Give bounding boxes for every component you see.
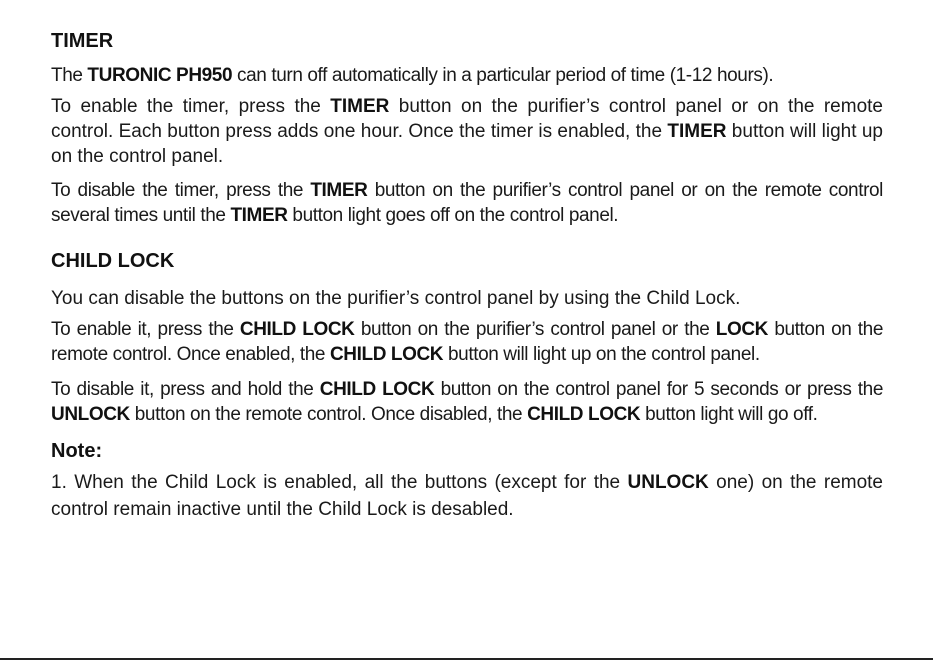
text-run: To disable it, press and hold the bbox=[51, 379, 320, 400]
text-run: button on the purifier’s control panel or the bbox=[354, 319, 716, 340]
bottom-rule bbox=[0, 658, 933, 660]
timer-keyword: TIMER bbox=[330, 96, 390, 117]
text-run: button on the purifier’s control panel or on the remote control. Each button press adds one hour. Once the timer is enabled, the bbox=[51, 96, 883, 142]
text-run: button will light up on the control panel. bbox=[51, 121, 883, 167]
timer-intro-paragraph bbox=[51, 63, 883, 88]
unlock-keyword: UNLOCK bbox=[627, 472, 709, 493]
timer-keyword: TIMER bbox=[310, 180, 368, 201]
child-lock-keyword: CHILD LOCK bbox=[329, 344, 444, 365]
text-run: The bbox=[51, 65, 88, 86]
child-lock-heading: CHILD LOCK bbox=[51, 250, 175, 272]
timer-enable-paragraph bbox=[51, 94, 883, 169]
timer-keyword: TIMER bbox=[667, 121, 727, 142]
text-run: button on the remote control. Once disabled, the bbox=[129, 404, 528, 425]
child-lock-keyword: CHILD LOCK bbox=[319, 379, 435, 400]
note-heading: Note: bbox=[51, 440, 103, 462]
child-lock-intro-paragraph: You can disable the buttons on the purifier’s control panel by using the Child Lock. bbox=[51, 288, 741, 309]
text-run: To disable the timer, press the bbox=[51, 180, 311, 201]
child-lock-enable-paragraph bbox=[51, 317, 883, 367]
text-run: To enable it, press the bbox=[51, 319, 240, 340]
manual-page bbox=[51, 28, 883, 523]
child-lock-keyword: CHILD LOCK bbox=[527, 404, 641, 425]
timer-heading: TIMER bbox=[51, 30, 114, 52]
child-lock-disable-paragraph bbox=[51, 377, 883, 427]
note-item-1 bbox=[51, 469, 883, 523]
text-run: button on the purifier’s control panel or on the remote control several times until the bbox=[51, 180, 884, 226]
model-name: TURONIC PH950 bbox=[87, 65, 233, 86]
text-run: button will light up on the control panel. bbox=[443, 344, 760, 365]
text-run: 1. When the Child Lock is enabled, all the buttons (except for the bbox=[51, 472, 628, 493]
text-run: button on the remote control. Once enabled, the bbox=[51, 319, 883, 365]
child-lock-keyword: CHILD LOCK bbox=[239, 319, 355, 340]
timer-disable-paragraph bbox=[51, 178, 883, 228]
text-run: button light will go off. bbox=[640, 404, 818, 425]
text-run: To enable the timer, press the bbox=[51, 96, 331, 117]
timer-keyword: TIMER bbox=[230, 205, 288, 226]
text-run: one) on the remote control remain inactive until the Child Lock is desabled. bbox=[51, 472, 883, 520]
text-run: button light goes off on the control panel. bbox=[287, 205, 619, 226]
text-run: button on the control panel for 5 seconds or press the bbox=[434, 379, 884, 400]
lock-keyword: LOCK bbox=[715, 319, 768, 340]
text-run: can turn off automatically in a particular period of time (1-12 hours). bbox=[232, 65, 774, 86]
unlock-keyword: UNLOCK bbox=[51, 404, 130, 425]
